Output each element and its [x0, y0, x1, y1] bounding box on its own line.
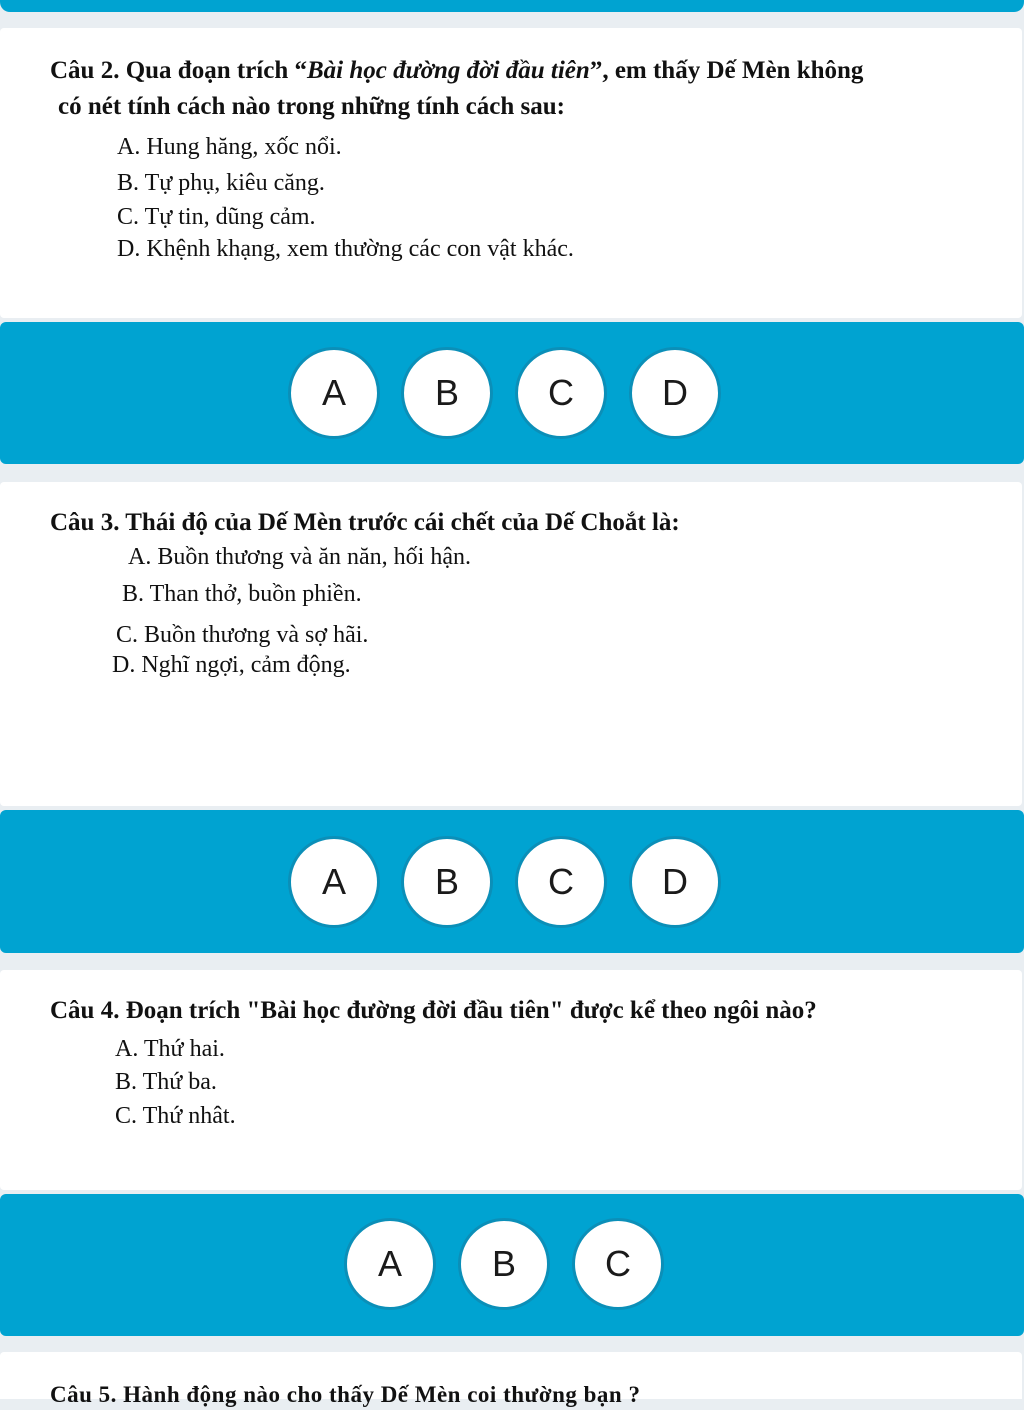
top-accent-bar: [0, 0, 1024, 12]
question-2-title-start: Câu 2. Qua đoạn trích “: [50, 57, 307, 84]
question-2-title-excerpt: Bài học đường đời đầu tiên: [306, 57, 590, 84]
question-3-title: Câu 3. Thái độ của Dế Mèn trước cái chết của Dế Choắt là:: [50, 509, 680, 536]
question-4-answer-c-button[interactable]: C: [572, 1218, 664, 1310]
question-2-title: [50, 54, 863, 88]
question-2-option-c: C. Tự tin, dũng cảm.: [117, 204, 316, 230]
question-2-title-end: ”, em thấy Dế Mèn không: [589, 57, 864, 84]
question-card-3: [0, 482, 1022, 806]
question-4-option-a: A. Thứ hai.: [115, 1036, 225, 1062]
question-2-answer-bar: [0, 322, 1024, 464]
question-2-answer-a-button[interactable]: A: [288, 347, 380, 439]
question-4-option-b: B. Thứ ba.: [115, 1069, 217, 1095]
question-card-4: [0, 970, 1022, 1190]
question-3-answer-c-button[interactable]: C: [515, 836, 607, 928]
question-4-title: Câu 4. Đoạn trích "Bài học đường đời đầu tiên" được kể theo ngôi nào?: [50, 997, 817, 1024]
question-2-title-line2: có nét tính cách nào trong những tính cách sau:: [58, 93, 565, 120]
question-3-option-a: A. Buồn thương và ăn năn, hối hận.: [128, 544, 471, 570]
question-3-option-c: C. Buồn thương và sợ hãi.: [116, 622, 369, 648]
question-3-answer-bar: [0, 810, 1024, 953]
question-4-option-c: C. Thứ nhât.: [115, 1103, 236, 1129]
question-4-answer-bar: [0, 1194, 1024, 1336]
question-2-option-a: A. Hung hăng, xốc nổi.: [117, 134, 342, 160]
question-5-title: Câu 5. Hành động nào cho thấy Dế Mèn coi thường bạn ?: [50, 1382, 641, 1407]
question-card-2: [0, 28, 1022, 318]
question-2-answer-b-button[interactable]: B: [401, 347, 493, 439]
question-3-option-d: D. Nghĩ ngợi, cảm động.: [112, 652, 351, 678]
question-3-answer-d-button[interactable]: D: [629, 836, 721, 928]
question-3-option-b: B. Than thở, buồn phiền.: [122, 581, 362, 607]
question-2-answer-c-button[interactable]: C: [515, 347, 607, 439]
question-2-answer-d-button[interactable]: D: [629, 347, 721, 439]
question-4-answer-a-button[interactable]: A: [344, 1218, 436, 1310]
question-2-option-b: B. Tự phụ, kiêu căng.: [117, 170, 325, 196]
question-3-answer-a-button[interactable]: A: [288, 836, 380, 928]
question-3-answer-b-button[interactable]: B: [401, 836, 493, 928]
question-2-option-d: D. Khệnh khạng, xem thường các con vật khác.: [117, 236, 574, 262]
question-4-answer-b-button[interactable]: B: [458, 1218, 550, 1310]
